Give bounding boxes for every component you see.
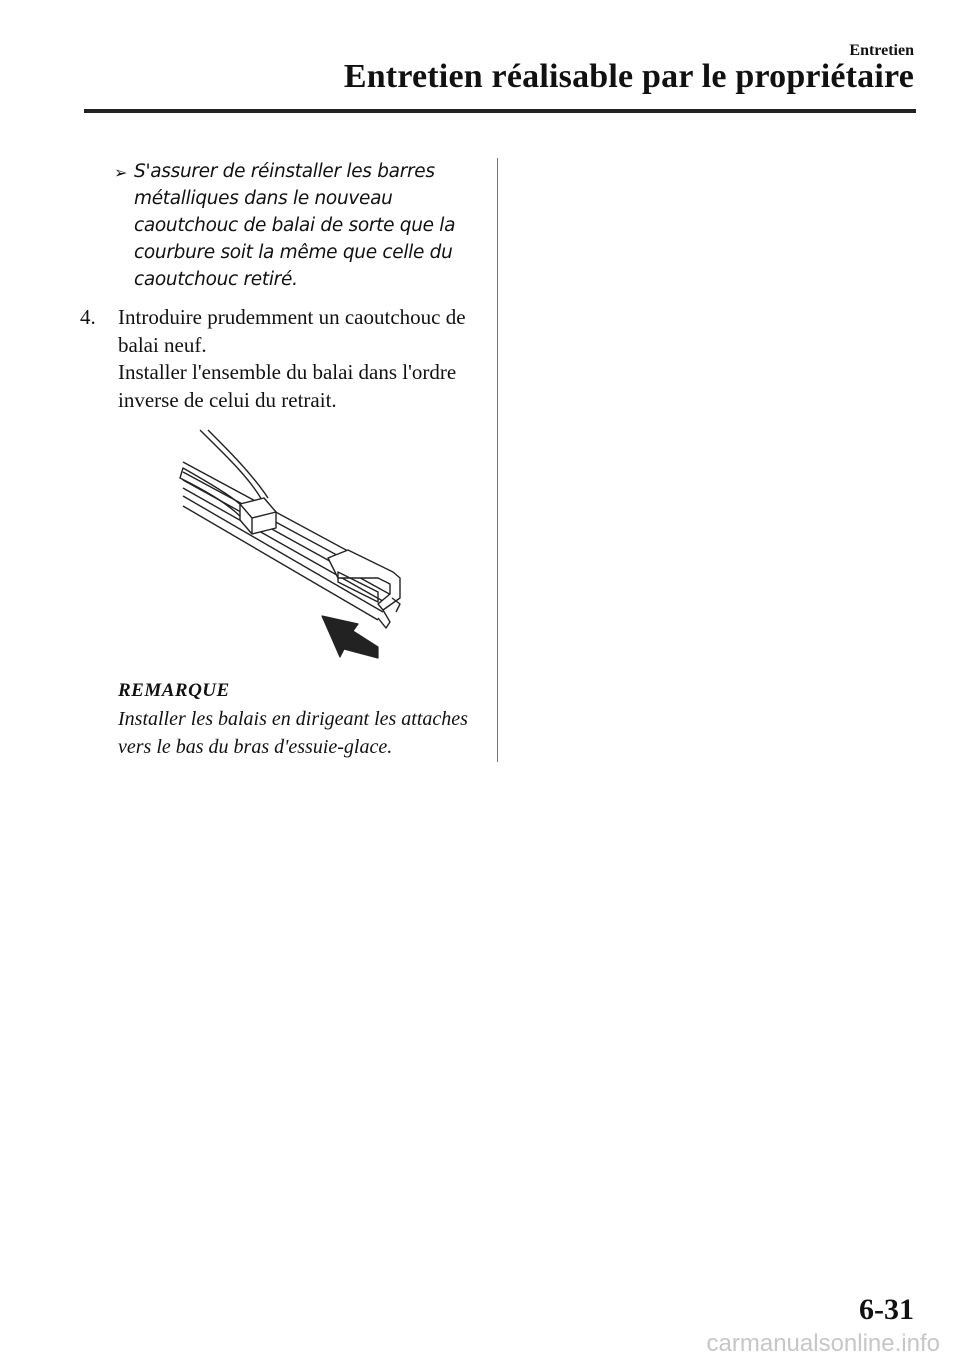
note-bullet: [80, 158, 480, 293]
note-text: S'assurer de réinstaller les barres métalliques dans le nouveau caoutchouc de balai de sorte que la courbure soit la même que celle du caoutchouc retiré.: [134, 161, 456, 290]
remark-title: REMARQUE: [118, 680, 230, 701]
remark-text: Installer les balais en dirigeant les attaches vers le bas du bras d'essuie-glace.: [118, 708, 468, 758]
page-number: 6-31: [859, 1293, 914, 1326]
section-label: Entretien: [849, 42, 914, 59]
watermark: carmanualsonline.info: [706, 1330, 940, 1357]
step-4: [80, 304, 480, 414]
chapter-title: Entretien réalisable par le propriétaire: [343, 58, 914, 95]
remark: [118, 677, 480, 761]
left-column: [80, 158, 480, 761]
step-text-1: Introduire prudemment un caoutchouc de balai neuf.: [118, 305, 466, 357]
arrow-bullet-icon: ➢: [114, 163, 128, 182]
step-number: 4.: [80, 305, 96, 329]
step-text-2: Installer l'ensemble du balai dans l'ordre inverse de celui du retrait.: [118, 360, 457, 412]
arrow-icon: [322, 616, 378, 658]
column-divider: [497, 158, 498, 762]
wiper-blade-illustration: [178, 428, 418, 660]
header-rule: [84, 109, 916, 113]
